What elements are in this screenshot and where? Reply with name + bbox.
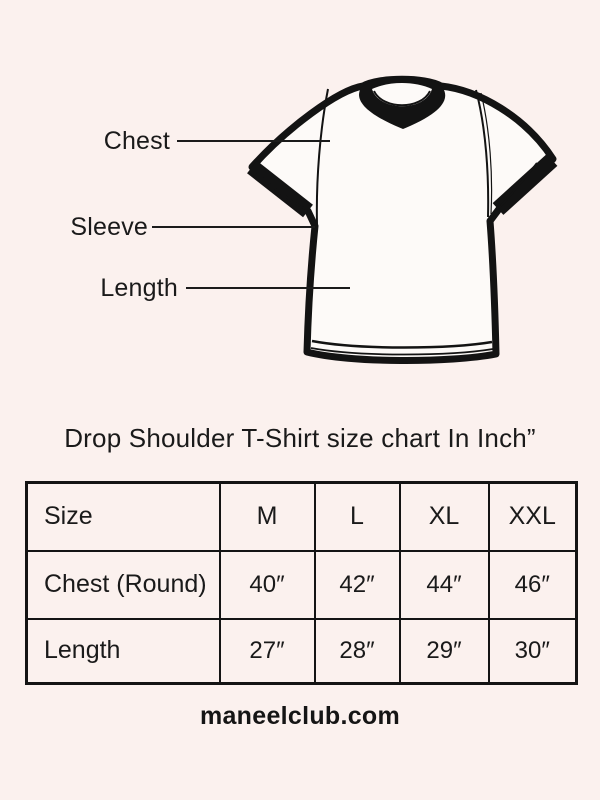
- size-chart-title: Drop Shoulder T-Shirt size chart In Inch”: [64, 423, 536, 453]
- chest-value-m: 40″: [220, 551, 315, 619]
- sleeve-label: Sleeve: [70, 213, 148, 241]
- length-pointer-line: [186, 287, 350, 289]
- chest-row-label: Chest (Round): [27, 551, 220, 619]
- length-value-l: 28″: [315, 619, 400, 684]
- chest-value-l: 42″: [315, 551, 400, 619]
- size-chart-table: [25, 481, 578, 685]
- length-label: Length: [100, 274, 178, 302]
- chest-label: Chest: [103, 127, 170, 155]
- chest-pointer-line: [177, 140, 330, 142]
- sleeve-pointer-line: [152, 226, 315, 228]
- table-row-chest: [27, 551, 577, 619]
- chest-value-xxl: 46″: [489, 551, 577, 619]
- table-header-row: [27, 483, 577, 551]
- length-value-m: 27″: [220, 619, 315, 684]
- col-header-xl: XL: [400, 483, 489, 551]
- length-row-label: Length: [27, 619, 220, 684]
- col-header-size: Size: [27, 483, 220, 551]
- chest-value-xl: 44″: [400, 551, 489, 619]
- footer-website-text: maneelclub.com: [199, 702, 401, 730]
- col-header-m: M: [220, 483, 315, 551]
- length-value-xxl: 30″: [489, 619, 577, 684]
- col-header-l: L: [315, 483, 400, 551]
- table-row-length: [27, 619, 577, 684]
- length-value-xl: 29″: [400, 619, 489, 684]
- col-header-xxl: XXL: [489, 483, 577, 551]
- tshirt-illustration-icon: [195, 60, 565, 390]
